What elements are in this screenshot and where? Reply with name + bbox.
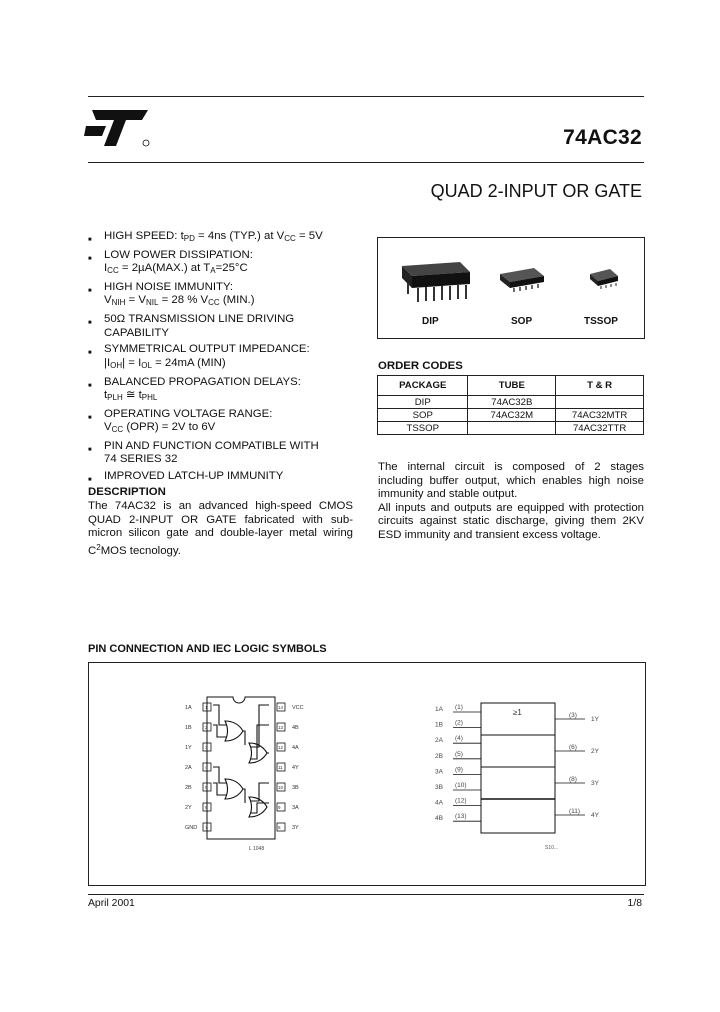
- description-heading: DESCRIPTION: [88, 486, 166, 498]
- pin-number: 3: [205, 745, 208, 750]
- pin-label: 1A: [185, 705, 192, 711]
- column-header: T & R: [556, 376, 644, 396]
- feature-item: ■ OPERATING VOLTAGE RANGE: $V_{CC}$ (OPR) = 2V to 6V: [88, 407, 273, 435]
- pin-label: 3B: [292, 785, 299, 791]
- table-row: [378, 422, 644, 435]
- pin-label: 4A: [292, 745, 299, 751]
- iec-output-label: 4Y: [591, 812, 599, 819]
- table-cell: 74AC32TTR: [556, 422, 644, 435]
- pin-diagrams: [89, 663, 645, 885]
- table-row: [378, 396, 644, 409]
- paragraph: All inputs and outputs are equipped with protection circuits against static discharge, giving them 2KV ESD immunity and transient excess voltage.: [378, 501, 644, 541]
- table-header-row: [378, 376, 644, 396]
- pin-number: 5: [205, 785, 208, 790]
- feature-item: ■ IMPROVED LATCH-UP IMMUNITY: [88, 470, 284, 484]
- feature-item: ■ HIGH NOISE IMMUNITY: $V_{NIH} = V_{NIL} = 28$ % $V_{CC}$ (MIN.): [88, 281, 255, 308]
- description-text: The 74AC32 is an advanced high-speed CMOS QUAD 2-INPUT OR GATE fabricated with sub-micron silicon gate and double-layer metal wiring $C^2MOS$ tecnology.: [88, 500, 353, 557]
- iec-input-pin: (2): [455, 719, 463, 727]
- table-cell: 74AC32B: [468, 396, 556, 409]
- iec-input-label: 1A: [435, 706, 443, 713]
- pin-number: 1: [205, 705, 208, 710]
- iec-or-symbol: ≥1: [513, 708, 522, 717]
- pin-label: 3Y: [292, 825, 299, 831]
- iec-input-pin: (5): [455, 750, 463, 758]
- iec-input-label: 4B: [435, 815, 443, 823]
- iec-input-pin: (12): [455, 797, 467, 805]
- pin-diagram-box: [88, 662, 646, 886]
- column-header: PACKAGE: [378, 376, 468, 396]
- pin-label: GND: [185, 825, 198, 831]
- pin-number: 12: [278, 745, 284, 750]
- iec-output-pin: (8): [569, 776, 577, 783]
- table-cell: SOP: [378, 409, 468, 422]
- feature-item: ■ LOW POWER DISSIPATION: $I_{CC} = 2\mu A(MAX.)$ at $T_A=25^\circ C$: [88, 248, 253, 276]
- iec-output-pin: (6): [569, 744, 577, 751]
- order-codes-table: [377, 375, 644, 435]
- tssop-package-icon: [584, 264, 624, 294]
- iec-input-label: 2B: [435, 752, 443, 760]
- table-cell: [556, 396, 644, 409]
- pin-number: 14: [278, 705, 284, 710]
- iec-output-pin: (3): [569, 712, 577, 719]
- iec-input-pin: (13): [455, 813, 467, 821]
- pin-label: 2B: [185, 785, 192, 791]
- order-codes-heading: ORDER CODES: [378, 360, 463, 372]
- table-cell: DIP: [378, 396, 468, 409]
- pin-number: 8: [278, 825, 281, 830]
- package-images: [377, 237, 645, 339]
- pin-label: 2Y: [185, 805, 192, 811]
- feature-item: ■ PIN AND FUNCTION COMPATIBLE WITH 74 SERIES 32: [88, 440, 319, 466]
- st-logo-icon: [82, 106, 154, 150]
- iec-input-pin: (9): [455, 766, 463, 774]
- pin-section-heading: PIN CONNECTION AND IEC LOGIC SYMBOLS: [88, 643, 327, 655]
- package-label-tssop: TSSOP: [584, 316, 618, 327]
- footer-date: April 2001: [88, 898, 135, 909]
- pin-number: 11: [278, 765, 283, 770]
- column-header: TUBE: [468, 376, 556, 396]
- pin-number: 7: [205, 825, 208, 830]
- table-cell: 74AC32MTR: [556, 409, 644, 422]
- iec-output-pin: (11): [569, 808, 581, 815]
- iec-input-pin: (1): [455, 704, 463, 711]
- device-subtitle: QUAD 2-INPUT OR GATE: [430, 181, 642, 201]
- dip-package-icon: [396, 258, 476, 308]
- pin-label: 4Y: [292, 765, 299, 771]
- pin-label: 2A: [185, 765, 192, 771]
- svg-text:L 1048: L 1048: [249, 846, 265, 852]
- feature-list: [88, 230, 358, 487]
- feature-item: ■ HIGH SPEED: $t_{PD} = 4ns$ (TYP.) at $V_{CC} = 5V$: [88, 230, 323, 243]
- pin-number: 10: [278, 785, 284, 790]
- iec-output-label: 2Y: [591, 748, 599, 755]
- pin-number: 2: [205, 725, 208, 730]
- dip-pinout: [185, 697, 304, 852]
- feature-item: ■ BALANCED PROPAGATION DELAYS: $t_{PLH}$ ≅ $t_{PHL}$: [88, 375, 301, 403]
- title-rule: [88, 162, 644, 163]
- pin-label: 1B: [185, 725, 192, 731]
- pin-label: 1Y: [185, 745, 192, 751]
- iec-input-pin: (10): [455, 782, 467, 789]
- iec-input-label: 1B: [435, 721, 443, 729]
- table-row: [378, 409, 644, 422]
- internal-circuit-text: [378, 461, 644, 543]
- iec-input-pin: (4): [455, 735, 463, 743]
- pin-label: VCC: [292, 705, 304, 711]
- table-cell: TSSOP: [378, 422, 468, 435]
- package-label-sop: SOP: [511, 316, 533, 327]
- pin-number: 9: [278, 805, 281, 810]
- package-label-dip: DIP: [422, 316, 439, 327]
- feature-item: ■ 50Ω TRANSMISSION LINE DRIVING CAPABILITY: [88, 313, 295, 339]
- footer-rule: [88, 894, 644, 895]
- iec-input-label: 4A: [435, 799, 443, 807]
- top-rule: [88, 96, 644, 97]
- iec-input-label: 3A: [435, 768, 443, 776]
- page-number: 1/8: [627, 898, 642, 909]
- pin-number: 4: [205, 765, 208, 770]
- sop-package-icon: [496, 264, 548, 296]
- feature-item: ■ SYMMETRICAL OUTPUT IMPEDANCE: $|I_{OH}| = I_{OL} = 24mA$ (MIN): [88, 343, 310, 370]
- iec-input-label: 3B: [435, 784, 443, 791]
- pin-label: 4B: [292, 725, 299, 731]
- pin-label: 3A: [292, 805, 299, 811]
- pin-number: 13: [278, 725, 284, 730]
- part-number: 74AC32: [563, 126, 642, 149]
- table-cell: 74AC32M: [468, 409, 556, 422]
- table-cell: [468, 422, 556, 435]
- iec-output-label: 1Y: [591, 716, 599, 723]
- svg-text:S10...: S10...: [545, 845, 559, 851]
- iec-output-label: 3Y: [591, 780, 599, 787]
- iec-logic-symbol: [435, 703, 600, 851]
- iec-input-label: 2A: [435, 737, 443, 745]
- pin-number: 6: [205, 805, 208, 810]
- paragraph: The internal circuit is composed of 2 stages including buffer output, which enables high noise immunity and stable output.: [378, 461, 644, 501]
